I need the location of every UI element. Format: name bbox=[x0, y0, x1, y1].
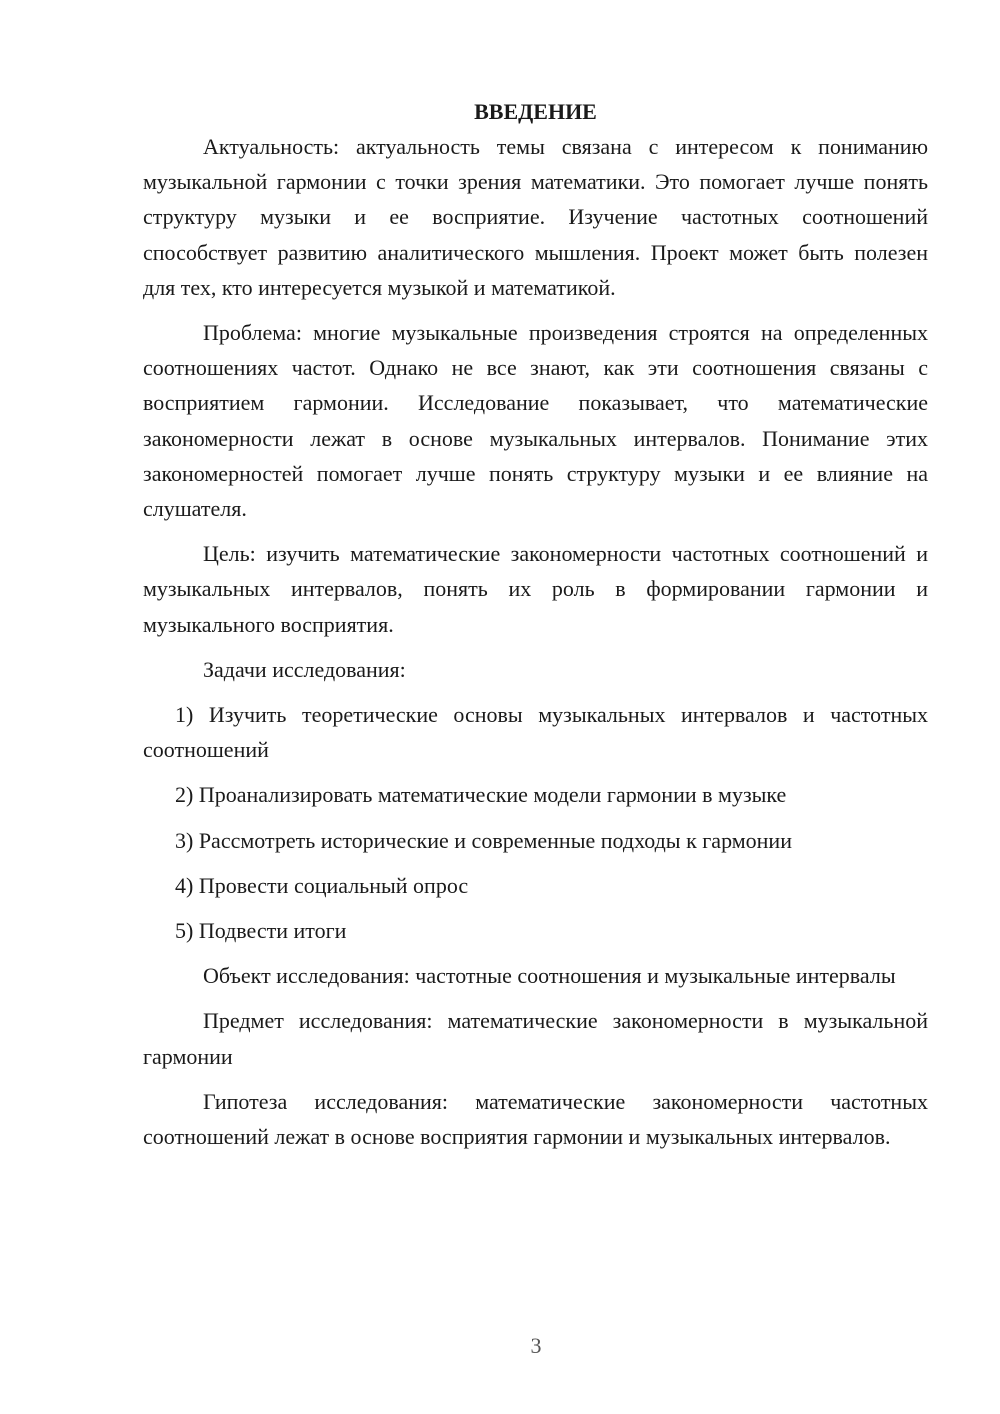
paragraph-object: Объект исследования: частотные соотношения и музыкальные интервалы bbox=[203, 963, 896, 989]
page-title: ВВЕДЕНИЕ bbox=[474, 99, 597, 124]
page-number: 3 bbox=[530, 1333, 542, 1358]
tasks-list bbox=[143, 697, 928, 948]
list-item: 1) Изучить теоретические основы музыкальных интервалов и частотных соотношений bbox=[143, 702, 928, 763]
list-item: 5) Подвести итоги bbox=[175, 918, 347, 944]
paragraph-hypothesis: Гипотеза исследования: математические закономерности частотных соотношений лежат в основе восприятия гармонии и музыкальных интервалов. bbox=[143, 1088, 928, 1150]
paragraph-relevance: Актуальность: актуальность темы связана с интересом к пониманию музыкальной гармонии с точки зрения математики. Это помогает лучше понять структуру музыки и ее восприятие. Изучение частотных соотношений способствует развитию аналитического мышления. Проект может быть полезен для тех, кто интересуется музыкой и математикой. bbox=[143, 134, 928, 300]
list-item: 3) Рассмотреть исторические и современные подходы к гармонии bbox=[175, 827, 792, 853]
page-body bbox=[143, 94, 928, 1154]
paragraph-subject: Предмет исследования: математические закономерности в музыкальной гармонии bbox=[143, 1008, 928, 1069]
paragraph-problem: Проблема: многие музыкальные произведения строятся на определенных соотношениях частот. Однако не все знают, как эти соотношения связаны с восприятием гармонии. Исследование показывает, что математические закономерности лежат в основе музыкальных интервалов. Понимание этих закономерностей помогает лучше понять структуру музыки и ее влияние на слушателя. bbox=[143, 320, 928, 522]
paragraph-goal: Цель: изучить математические закономерности частотных соотношений и музыкальных интервалов, понять их роль в формировании гармонии и музыкального восприятия. bbox=[143, 541, 928, 637]
list-item: 4) Провести социальный опрос bbox=[175, 872, 469, 898]
tasks-heading: Задачи исследования: bbox=[203, 656, 406, 682]
list-item: 2) Проанализировать математические модели гармонии в музыке bbox=[175, 782, 787, 808]
